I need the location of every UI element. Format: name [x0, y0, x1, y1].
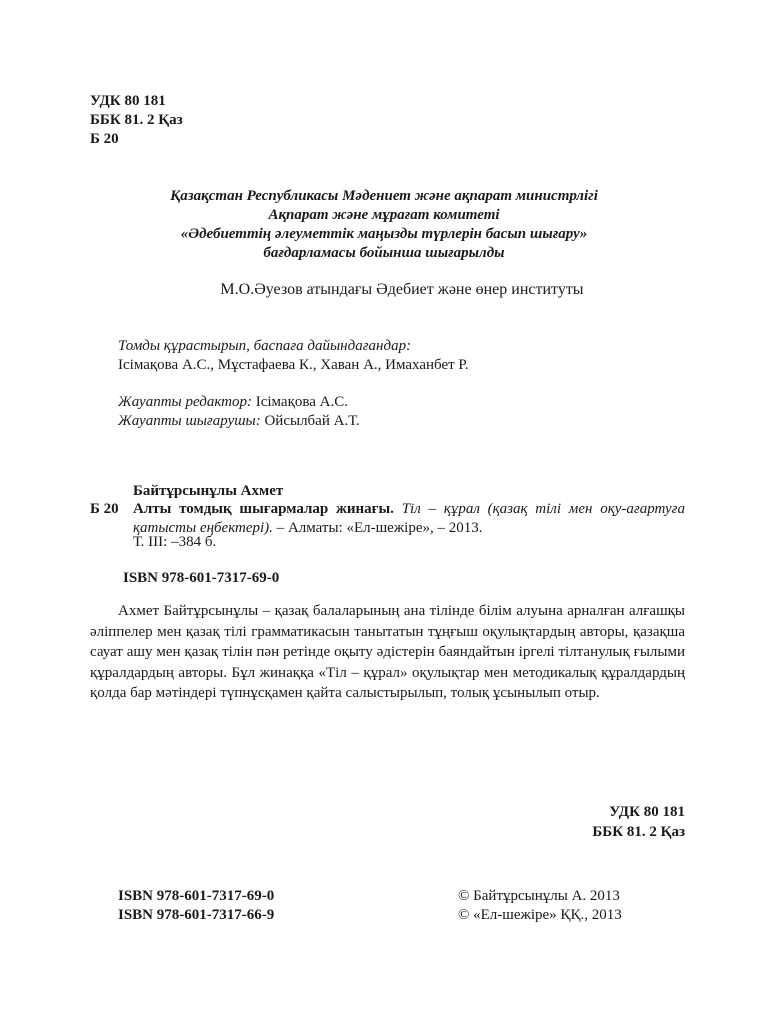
institute-name: М.О.Әуезов атындағы Әдебиет және өнер институты [220, 281, 584, 298]
footer-copyright-2: © «Ел-шежіре» ҚҚ., 2013 [458, 907, 622, 923]
author-sign-code: Б 20 [90, 131, 119, 147]
footer-copyright-block [458, 887, 622, 925]
classification-block [90, 92, 183, 149]
footer-isbn-1: ISBN 978-601-7317-69-0 [118, 888, 275, 904]
publisher-label: Жауапты шығарушы: [118, 413, 261, 429]
annotation-paragraph: Ахмет Байтұрсынұлы – қазақ балаларының ана тілінде білім алуына арналған алғашқы әліппелер мен қазақ тілі грамматикасын танытатын тұңғыш оқулықтардың авторы, қазақша сауат ашу мен қазақ тілін пән ретінде оқыту әдістерін баяндайтын іргелі тілтанулық ғылыми құралдардың авторы. Бұл жинаққа «Тіл – құрал» оқулықтар мен методикалық құралдардың қолда бар мәтіндері түпнұсқамен қайта салыстырылып, толық ұсынылып отыр. [90, 603, 685, 701]
ministry-line-1: Қазақстан Республикасы Мәдениет және ақпарат министрлігі [170, 188, 598, 204]
editor-name: Ісімақова А.С. [255, 394, 349, 410]
publisher-line [118, 412, 360, 431]
compilers-caption: Томды құрастырып, баспаға дайындағандар: [118, 338, 412, 354]
bib-title: Алты томдық шығармалар жинағы. [133, 501, 394, 517]
footer-isbn-2: ISBN 978-601-7317-66-9 [118, 907, 275, 923]
ministry-block [0, 187, 768, 263]
ministry-line-3: «Әдебиеттің әлеуметтік маңызды түрлерін басып шығару» [180, 226, 588, 242]
ministry-line-2: Ақпарат және мұрағат комитеті [268, 207, 500, 223]
footer-classification [592, 802, 685, 842]
udk-code: УДК 80 181 [90, 93, 166, 109]
bbk-code: ББК 81. 2 Қаз [90, 112, 183, 128]
editor-line [118, 393, 348, 412]
footer-bbk: ББК 81. 2 Қаз [592, 824, 685, 840]
publisher-name: Ойсылбай А.Т. [264, 413, 360, 429]
editor-label: Жауапты редактор: [118, 394, 252, 410]
bib-code: Б 20 [90, 501, 119, 517]
bib-author: Байтұрсынұлы Ахмет [133, 483, 284, 499]
ministry-line-4: бағдарламасы бойынша шығарылды [263, 245, 505, 261]
footer-isbn-block [118, 887, 274, 925]
compilers-names: Ісімақова А.С., Мұстафаева К., Хаван А., Имаханбет Р. [118, 357, 469, 373]
bib-imprint: – Алматы: «Ел-шежіре», – 2013. [276, 520, 483, 536]
bib-subtitle: Тіл – құрал (қазақ тілі мен оқу-ағартуға қатысты еңбектері). [133, 501, 686, 536]
footer-copyright-1: © Байтұрсынұлы А. 2013 [458, 888, 620, 904]
bib-volume: Т. ІІІ: –384 б. [133, 534, 217, 550]
footer-udk: УДК 80 181 [609, 804, 685, 820]
isbn-main: ISBN 978-601-7317-69-0 [123, 570, 280, 586]
